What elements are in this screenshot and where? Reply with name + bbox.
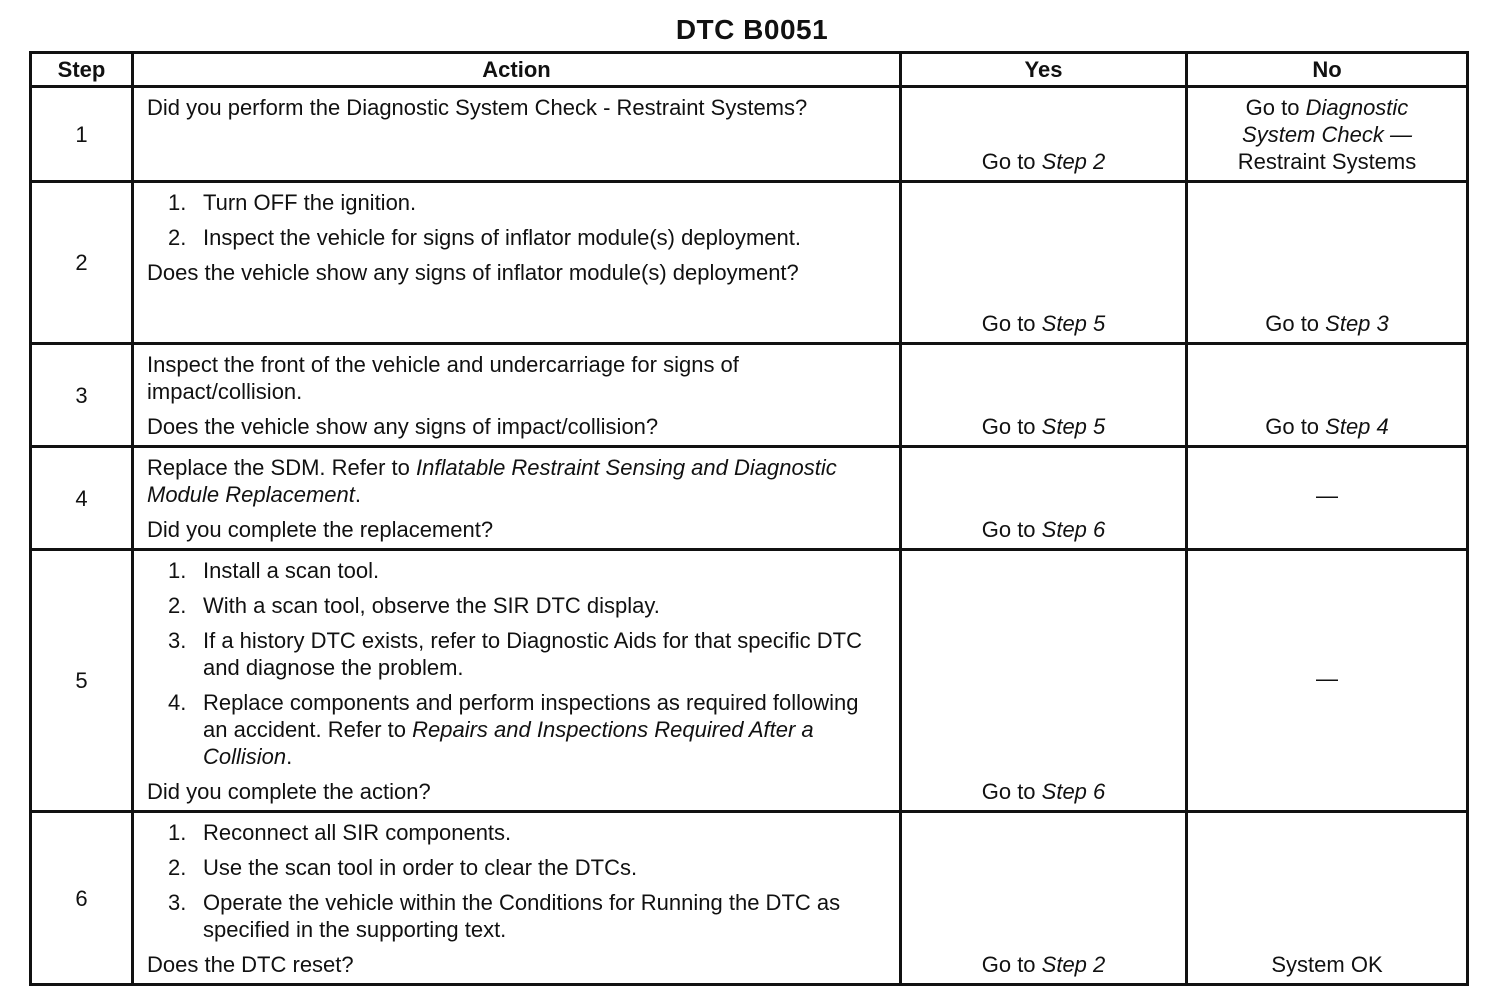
yes-cell: Go to Step 6 [901, 550, 1187, 812]
table-row-step-1 [31, 87, 1468, 182]
action-question: Did you complete the action? [147, 779, 431, 804]
no-cell: System OK [1187, 812, 1468, 985]
action-instruction: Inspect the front of the vehicle and undercarriage for signs of impact/collision. [147, 352, 739, 404]
step-number: 5 [31, 550, 133, 812]
yes-step-ref: Step 6 [1041, 517, 1106, 542]
list-item: 1. Turn OFF the ignition. [168, 190, 417, 215]
list-item: 2. With a scan tool, observe the SIR DTC display. [168, 593, 660, 618]
yes-step-ref: Step 2 [1041, 952, 1106, 977]
yes-step-ref: Step 2 [1041, 149, 1106, 174]
action-question: Did you complete the replacement? [147, 517, 494, 542]
table-row-step-3 [31, 344, 1468, 447]
no-ref-part3: Restraint Systems [1237, 149, 1417, 174]
procedure-reference: Repairs and Inspections Required After a Collision [203, 717, 814, 769]
no-ref-part2: System Check — [1242, 122, 1412, 147]
no-cell: — [1187, 550, 1468, 812]
yes-step-ref: Step 6 [1041, 779, 1106, 804]
no-cell: — [1187, 447, 1468, 550]
list-item: 1. Install a scan tool. [168, 558, 380, 583]
action-cell [133, 447, 901, 550]
action-question: Did you perform the Diagnostic System Check - Restraint Systems? [147, 95, 808, 120]
procedure-reference: Inflatable Restraint Sensing and Diagnostic Module Replacement [147, 455, 837, 507]
no-cell: Go to Step 3 [1187, 182, 1468, 344]
no-step-ref: Step 3 [1325, 311, 1389, 336]
step-number: 6 [31, 812, 133, 985]
no-step-ref: Step 4 [1325, 414, 1389, 439]
step-number: 2 [31, 182, 133, 344]
list-item: 3. Operate the vehicle within the Conditions for Running the DTC as specified in the supporting text. [168, 890, 841, 942]
diagnostic-table [29, 51, 1469, 986]
step-number: 4 [31, 447, 133, 550]
yes-step-ref: Step 5 [1041, 311, 1106, 336]
header-step: Step [31, 53, 133, 87]
yes-cell [901, 87, 1187, 182]
no-ref-part1: Diagnostic [1305, 95, 1409, 120]
yes-cell: Go to Step 2 [901, 812, 1187, 985]
yes-step-ref: Step 5 [1041, 414, 1106, 439]
action-question: Does the vehicle show any signs of inflator module(s) deployment? [147, 260, 799, 285]
action-cell [133, 344, 901, 447]
header-yes: Yes [901, 53, 1187, 87]
step-number: 3 [31, 344, 133, 447]
list-item: 2. Inspect the vehicle for signs of inflator module(s) deployment. [168, 225, 801, 250]
header-no: No [1187, 53, 1468, 87]
action-cell [133, 812, 901, 985]
action-cell [133, 182, 901, 344]
action-question: Does the vehicle show any signs of impact/collision? [147, 414, 659, 439]
list-item: 2. Use the scan tool in order to clear the DTCs. [168, 855, 638, 880]
list-item: 1. Reconnect all SIR components. [168, 820, 512, 845]
no-cell: Go to Step 4 [1187, 344, 1468, 447]
header-row [31, 53, 1468, 87]
list-item: 4. Replace components and perform inspections as required following an accident. Refer to Repairs and Inspections Required After a Collision. [168, 690, 859, 769]
action-cell [133, 550, 901, 812]
yes-text: Go to [981, 149, 1042, 174]
yes-cell: Go to Step 5 [901, 182, 1187, 344]
document-title: DTC B0051 [675, 14, 829, 45]
table-row-step-6 [31, 812, 1468, 985]
header-action: Action [133, 53, 901, 87]
yes-cell: Go to Step 6 [901, 447, 1187, 550]
step-number: 1 [31, 87, 133, 182]
no-cell [1187, 87, 1468, 182]
table-row-step-2 [31, 182, 1468, 344]
list-item: 3. If a history DTC exists, refer to Diagnostic Aids for that specific DTC and diagnose the problem. [168, 628, 862, 680]
table-row-step-5 [31, 550, 1468, 812]
table-row-step-4 [31, 447, 1468, 550]
yes-cell: Go to Step 5 [901, 344, 1187, 447]
no-text: Go to [1245, 95, 1306, 120]
action-instruction: Replace the SDM. Refer to Inflatable Restraint Sensing and Diagnostic Module Replacement. [147, 455, 837, 507]
action-question: Does the DTC reset? [147, 952, 354, 977]
action-cell [133, 87, 901, 182]
